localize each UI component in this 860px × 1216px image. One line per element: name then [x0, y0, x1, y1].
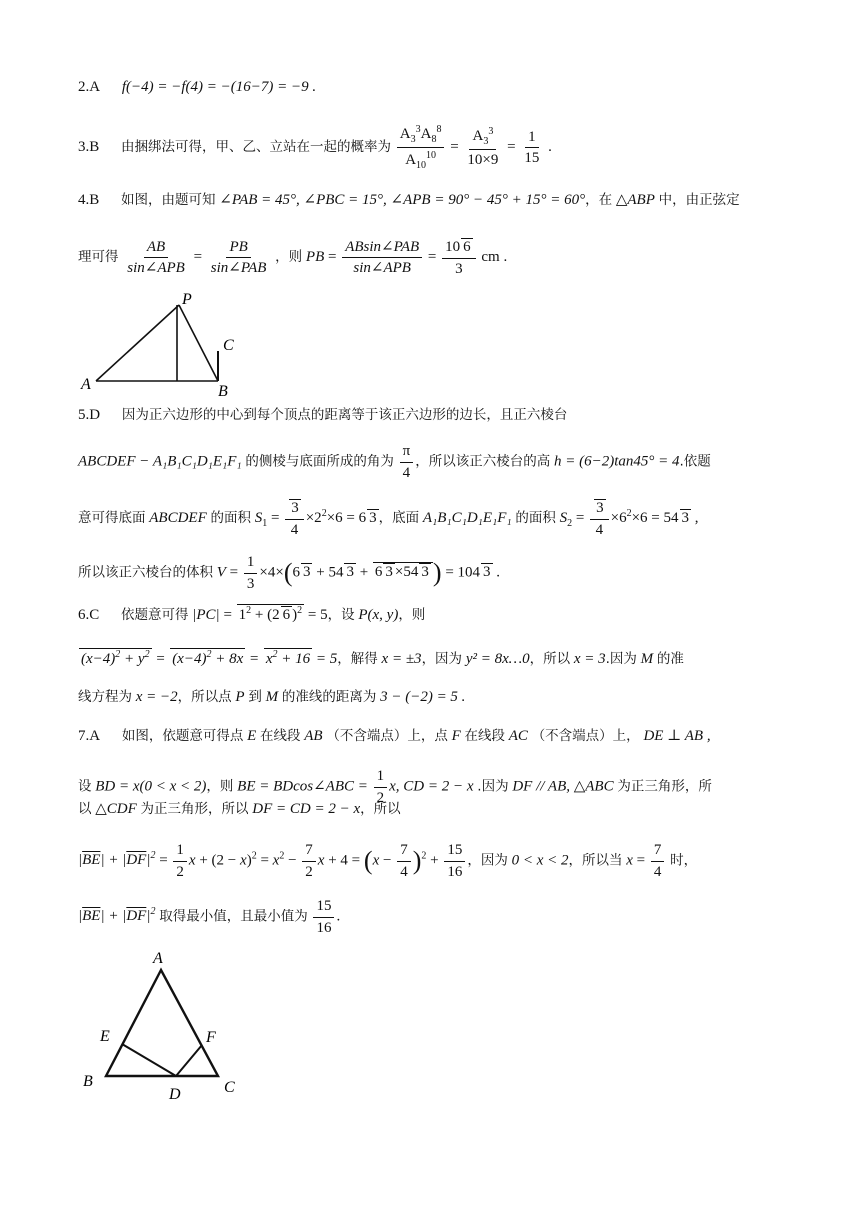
q7-segment-ac: AC [508, 728, 528, 744]
q7-fifteen-sixteenths: $\frac{15}{16}$ [444, 842, 465, 880]
q4-angles: ∠PAB = 45°, ∠PBC = 15°, ∠APB = 90° − 45° + 15° = 60° [219, 192, 586, 208]
q7-point-e: E [247, 728, 257, 744]
q7-perpendicular: DE ⊥ AB , [643, 728, 711, 744]
q4-sine-law-right: $\frac{PB}{\text{sin∠PAB}}$ [210, 238, 267, 276]
q7-range: 0 < x < 2 [511, 852, 569, 869]
q6-text-3: ，则 [398, 607, 426, 623]
q6-text-8: 的准 [656, 651, 684, 667]
q6-text-5: ，因为 [421, 651, 463, 667]
q5-s2-coef: $\frac{3}{4}$ [590, 499, 609, 538]
q2-number: 2.A [78, 79, 101, 95]
q7-text-1: 如图，依题意可得点 [121, 728, 244, 744]
q6-directrix: x = −2 [135, 689, 178, 705]
label-d: D [169, 1086, 181, 1103]
q6-distance: 3 − (−2) = 5 . [380, 689, 466, 705]
label-c: C [223, 337, 234, 354]
label-a: A [81, 376, 91, 393]
q6-text-11: 到 [248, 689, 262, 705]
q7-parallel: DF // AB, △ABC [512, 778, 614, 795]
label-c2: C [224, 1079, 235, 1096]
q5-text-7: ，底面 [378, 509, 420, 526]
segment-df [176, 1045, 202, 1076]
q7-text-16: 取得最小值，且最小值为 [159, 908, 308, 925]
label-e: E [100, 1028, 110, 1045]
q7-text-12: ，所以 [360, 801, 401, 817]
q5-one-third: $\frac{1}{3}$ [244, 554, 258, 592]
segment-ap [96, 305, 179, 381]
q7-line-1 [78, 729, 711, 744]
q7-text-2: 在线段 [260, 728, 301, 744]
label-p: P [182, 291, 192, 308]
q7-x-min: $\frac{7}{4}$ [651, 842, 665, 880]
q7-text-8: .因为 [477, 778, 509, 795]
q7-text-13: ，因为 [467, 852, 508, 869]
q5-line-3: 意可得底面 ABCDEF 的面积 $S_1$ = $\frac{3}{4}$ $\times 2^2\times 6 = 6$ 3 ，底面 A₁B₁C₁D₁E₁F₁ 的面积 $S_2$ = $\frac{3}{4}$ $\times 6^2\times 6 = 54$ 3 , [78, 500, 699, 538]
q4-number: 4.B [78, 192, 100, 208]
q6-number: 6.C [78, 607, 100, 623]
q3-period: . [548, 138, 552, 155]
q7-line-5: $|\overline{BE}| + |\overline{DF}|^2$ 取得最小值，且最小值为 $\frac{15}{16}$ . [78, 898, 341, 936]
q6-text-12: 的准线的距离为 [281, 689, 377, 705]
q7-text-4: 在线段 [464, 728, 506, 744]
q5-height: h = (6−2)tan45° = 4 [553, 453, 680, 470]
q7-text-3: （不含端点）上，点 [326, 728, 448, 744]
q6-text-10: ，所以点 [177, 689, 232, 705]
q7-line-3 [78, 802, 401, 817]
q6-line-2: $(x-4)^2 + y^2 = (x-4)^2 + 8x = x^2 + 16 = 5$，解得 x = ±3，因为 y² = 8x…0，所以 x = 3.因为 M 的准 [81, 649, 684, 667]
q7-seven-quarters: $\frac{7}{4}$ [397, 842, 411, 880]
q5-text-5: 意可得底面 [78, 509, 146, 526]
q5-line-1 [78, 408, 567, 423]
q6-point-p: P(x, y) [358, 607, 399, 623]
q7-triangle-cdf: △CDF [95, 801, 137, 817]
q5-top-name: A₁B₁C₁D₁E₁F₁ [422, 509, 512, 526]
q6-text-6: ，所以 [529, 651, 571, 667]
q3-fraction-mid: $\frac{A_3^3}{10\times 9}$ [467, 126, 499, 169]
q4-triangle: △ABP [615, 192, 655, 208]
label-b: B [218, 383, 228, 398]
q4-unit: cm . [481, 248, 508, 265]
label-a2: A [153, 950, 163, 967]
figure-triangle-abc [78, 945, 253, 1105]
q3-line: 3.B 由捆绑法可得，甲、乙、立站在一起的概率为 $\frac{A_3^3A_8^8}{A_{10}^{10}}$ = $\frac{A_3^3}{10\times 9}$ = $\frac{1}{15}$ . [78, 124, 552, 171]
q3-text: 由捆绑法可得，甲、乙、立站在一起的概率为 [121, 138, 392, 155]
q7-df-expr: DF = CD = 2 − x [252, 801, 361, 817]
q7-seven-halves: $\frac{7}{2}$ [302, 842, 316, 880]
q6-condition: y² = 8x…0 [465, 651, 530, 667]
q6-point-p-2: P [235, 689, 245, 705]
q5-line-2 [78, 443, 711, 481]
q5-text-9: 所以该正六棱台的体积 [78, 564, 213, 581]
q7-cd-expr: x, CD = 2 − x [389, 778, 474, 795]
q6-solution: x = ±3 [381, 651, 422, 667]
q7-text-9: 为正三角形，所 [617, 778, 712, 795]
q4-pb-value: $\frac{10 6}{3}$ [442, 238, 476, 277]
q6-text-2: ，设 [327, 607, 355, 623]
label-b2: B [83, 1073, 93, 1090]
q6-line-3 [78, 690, 465, 705]
q5-frustum-name: ABCDEF − A₁B₁C₁D₁E₁F₁ [78, 453, 242, 470]
q7-segment-ab: AB [304, 728, 323, 744]
figure-triangle-abp [78, 290, 248, 398]
q7-half-2: $\frac{1}{2}$ [173, 842, 187, 880]
q7-text-6: 设 [78, 778, 92, 795]
q4-line-1 [78, 193, 740, 208]
label-f: F [206, 1029, 216, 1046]
q4-text-4: 理可得 [78, 248, 119, 265]
q7-text-14: ，所以当 [568, 852, 623, 869]
q6-text-4: ，解得 [337, 651, 378, 667]
q5-angle-pi-over-4: $\frac{\pi}{4}$ [400, 443, 414, 481]
q5-text-4: .依题 [679, 453, 711, 470]
q4-text-3: 中，由正弦定 [658, 192, 740, 208]
q4-text-1: 如图，由题可知 [121, 192, 216, 208]
q6-m-1: M [640, 651, 654, 667]
q7-text-5: （不含端点）上， [531, 728, 640, 744]
q7-number: 7.A [78, 728, 101, 744]
q7-text-10: 以 [78, 801, 92, 817]
q7-line-4: $|\overline{BE}| + |\overline{DF}|^2$ = $\frac{1}{2}$ $x + (2 - x)^2 = x^2$ − $\frac{7}{2}$ x + 4 = (x − $\frac{7}{4}$ )$^2$ + $\frac{15}{16}$ ，因为 0 < x < 2，所以当 x = $\frac{7}{4}$ 时， [78, 842, 698, 880]
q7-point-f: F [451, 728, 461, 744]
q5-text-1: 因为正六边形的中心到每个顶点的距离等于该正六边形的边长，且正六棱台 [121, 407, 568, 423]
q5-number: 5.D [78, 407, 101, 423]
q3-fraction-result: $\frac{1}{15}$ [524, 128, 540, 166]
q4-text-5: ，则 [275, 248, 303, 265]
q5-text-2: 的侧棱与底面所成的角为 [245, 453, 394, 470]
q7-half: $\frac{1}{2}$ [374, 768, 388, 806]
q6-text-1: 依题意可得 [121, 607, 189, 623]
q7-be-expr: BE = BDcos∠ABC = [237, 778, 368, 795]
segment-ed [122, 1044, 176, 1076]
q4-sine-law-left: $\frac{AB}{\text{sin∠APB}}$ [127, 238, 185, 276]
q3-number: 3.B [78, 138, 100, 155]
q5-text-3: ，所以该正六棱台的高 [415, 453, 551, 470]
q5-base-name: ABCDEF [149, 509, 207, 526]
q2-line [78, 80, 316, 95]
q4-text-2: ，在 [585, 192, 613, 208]
q6-line-1: 6.C 依题意可得 $|PC| = 1^2 + (2$ 6 )$^2$ = 5，设 P(x, y)，则 [78, 605, 426, 623]
q5-line-4: 所以该正六棱台的体积 V = $\frac{1}{3}$ ×4×(6 3 + 54 3 + 6 3 ×54 3 ) = 104 3 . [78, 554, 501, 592]
segment-pb [179, 305, 218, 381]
q7-min-value: $\frac{15}{16}$ [313, 898, 334, 936]
q7-text-7: ，则 [206, 778, 234, 795]
q3-fraction-arrangements: $\frac{A_3^3A_8^8}{A_{10}^{10}}$ [397, 124, 445, 171]
q6-text-9: 线方程为 [78, 689, 132, 705]
q7-text-11: 为正三角形，所以 [140, 801, 249, 817]
q4-pb-expr: $\frac{\text{ABsin∠PAB}}{\text{sin∠APB}}$ [342, 239, 422, 277]
triangle-abc [106, 970, 218, 1076]
q5-text-6: 的面积 [210, 509, 251, 526]
q4-line-2: 理可得 $\frac{AB}{\text{sin∠APB}}$ = $\frac{PB}{\text{sin∠PAB}}$ ，则 PB = $\frac{\text{ABsin∠PAB}}{\text{sin∠APB}}$ = $\frac{10 6}{3}$ cm . [78, 238, 508, 277]
q6-x-value: x = 3 [573, 651, 606, 667]
q6-text-7: .因为 [605, 651, 637, 667]
q7-bd-def: BD = x(0 < x < 2) [95, 778, 207, 795]
q6-m-2: M [265, 689, 279, 705]
q2-formula: f(−4) = −f(4) = −(16−7) = −9 . [121, 79, 317, 95]
q5-s1-coef: $\frac{3}{4}$ [285, 499, 304, 538]
q7-text-15: 时， [670, 852, 698, 869]
q5-text-8: 的面积 [515, 509, 556, 526]
